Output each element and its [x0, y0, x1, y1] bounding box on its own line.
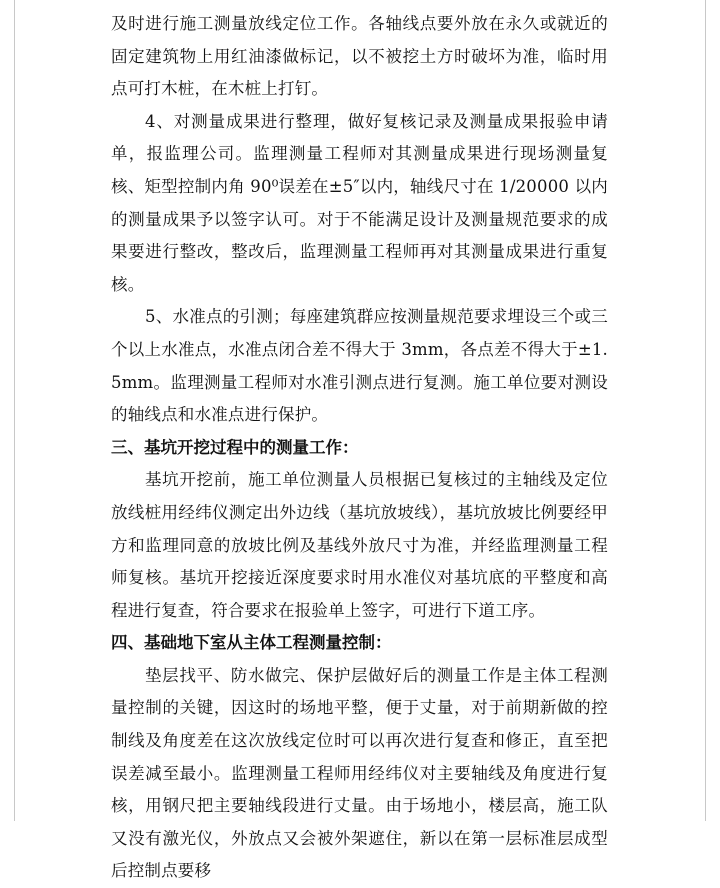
- paragraph-excavation: 基坑开挖前，施工单位测量人员根据已复核过的主轴线及定位放线桩用经纬仪测定出外边线（基坑放坡线），基坑放坡比例要经甲方和监理同意的放坡比例及基线外放尺寸为准，并经监理测量工程师复核。基坑开挖接近深度要求时用水准仪对基坑底的平整度和高程进行复查，符合要求在报验单上签字，可进行下道工序。: [111, 470, 608, 620]
- page-left-border: [14, 0, 15, 821]
- page-right-border: [705, 0, 706, 821]
- document-body: [111, 8, 608, 888]
- paragraph-survey-marking: 及时进行施工测量放线定位工作。各轴线点要外放在永久或就近的固定建筑物上用红油漆做标记，以不被挖土方时破坏为准，临时用点可打木桩，在木桩上打钉。: [111, 14, 608, 99]
- paragraph-item-4-results: 4、对测量成果进行整理，做好复核记录及测量成果报验申请单，报监理公司。监理测量工程师对其测量成果进行现场测量复核、矩型控制内角 90⁰误差在±5″以内，轴线尺寸在 1/20000 以内的测量成果予以签字认可。对于不能满足设计及测量规范要求的成果要进行整改，整改后，监理测量工程师再对其测量成果进行重复核。: [111, 111, 608, 294]
- section-heading-4: 四、基础地下室从主体工程测量控制：: [111, 633, 392, 653]
- section-heading-3: 三、基坑开挖过程中的测量工作：: [111, 437, 359, 457]
- paragraph-basement-control: 垫层找平、防水做完、保护层做好后的测量工作是主体工程测量控制的关键，因这时的场地平整，便于丈量，对于前期新做的控制线及角度差在这次放线定位时可以再次进行复查和修正，直至把误差减至最小。监理测量工程师用经纬仪对主要轴线及角度进行复核，用钢尺把主要轴线段进行丈量。由于场地小，楼层高，施工队又没有激光仪，外放点又会被外架遮住，新以在第一层标准层成型后控制点要移: [111, 665, 608, 881]
- paragraph-item-5-benchmarks: 5、水准点的引测；每座建筑群应按测量规范要求埋设三个或三个以上水准点，水准点闭合差不得大于 3mm，各点差不得大于±1.5mm。监理测量工程师对水准引测点进行复测。施工单位要对测设的轴线点和水准点进行保护。: [111, 307, 608, 425]
